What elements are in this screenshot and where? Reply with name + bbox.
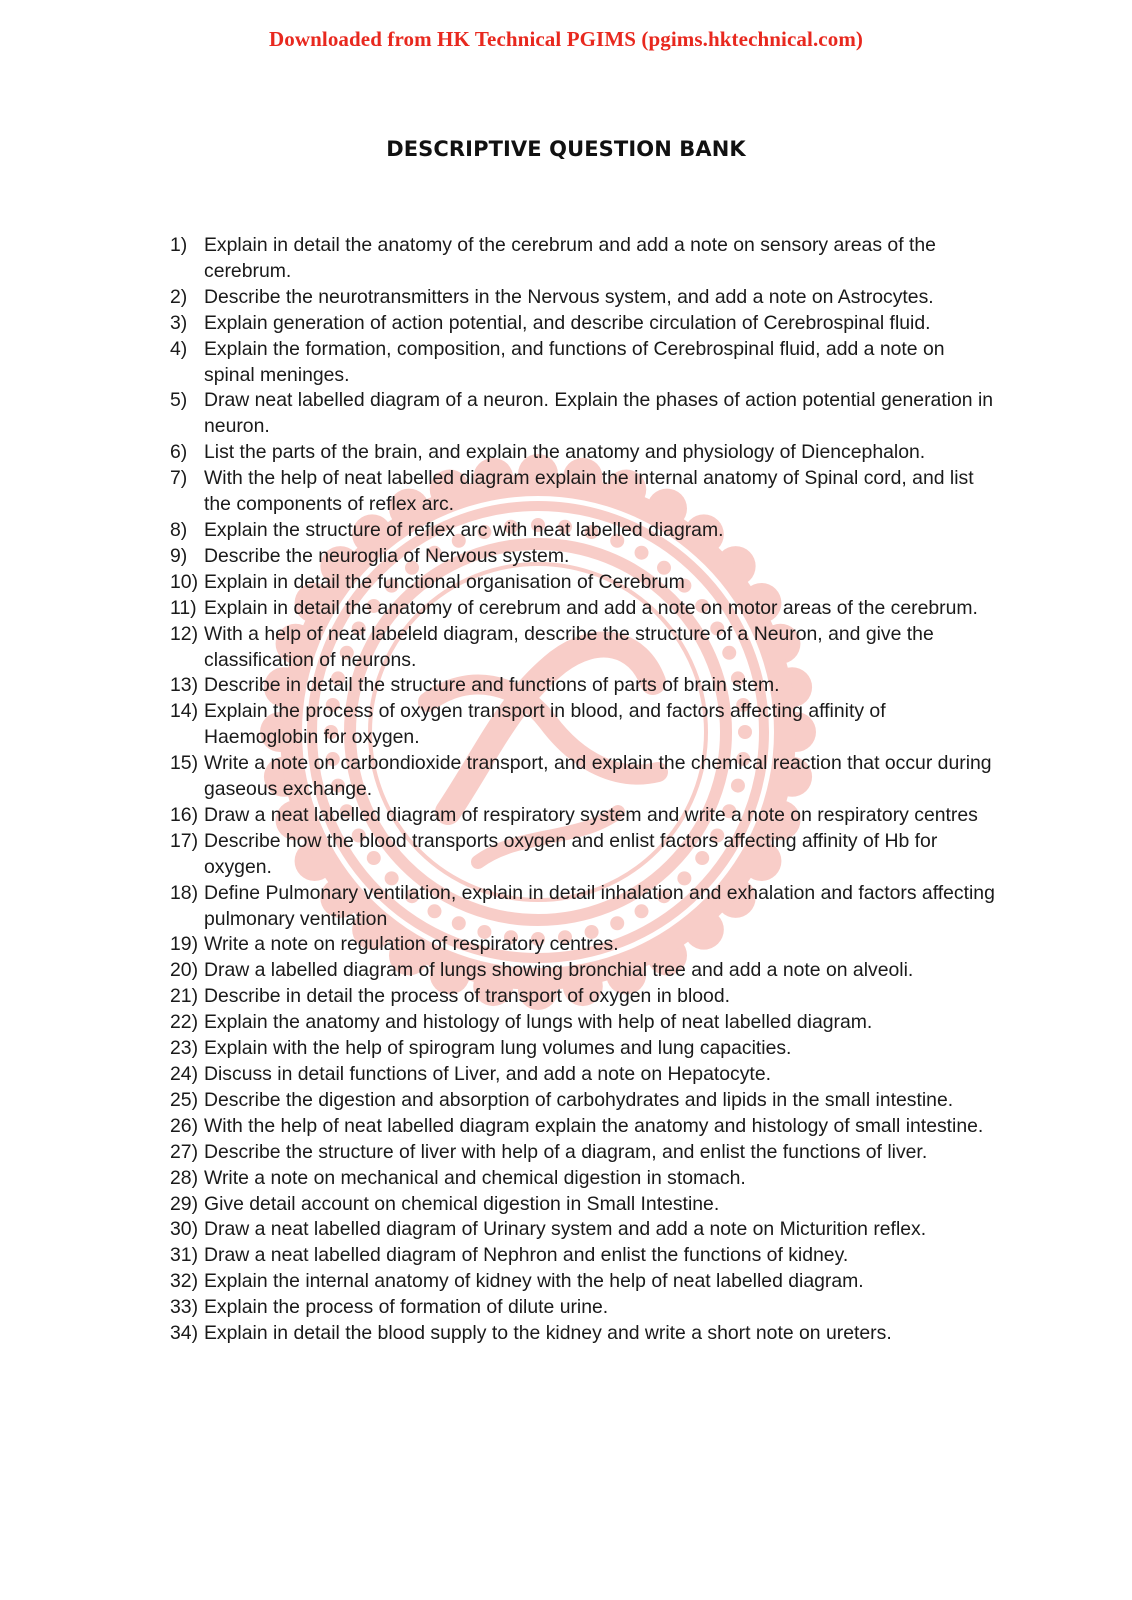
question-number: 26) <box>170 1114 199 1137</box>
question-item <box>170 958 1000 984</box>
question-number: 19) <box>170 933 199 956</box>
question-text: Write a note on regulation of respiratory centres. <box>204 933 619 956</box>
question-text: Explain the process of oxygen transport in blood, and factors affecting affinity of Haemoglobin for oxygen. <box>204 700 886 749</box>
question-text: Describe the structure of liver with help of a diagram, and enlist the functions of liver. <box>204 1140 928 1163</box>
question-text: With a help of neat labeleld diagram, describe the structure of a Neuron, and give the classification of neurons. <box>204 622 934 671</box>
question-text: Draw a labelled diagram of lungs showing bronchial tree and add a note on alveoli. <box>204 959 914 982</box>
question-number: 15) <box>170 752 199 775</box>
document-title: DESCRIPTIVE QUESTION BANK <box>386 137 746 161</box>
question-item <box>170 311 1000 337</box>
question-list <box>170 233 1000 1347</box>
question-item <box>170 932 1000 958</box>
question-item <box>170 1269 1000 1295</box>
question-number: 24) <box>170 1063 199 1085</box>
question-item <box>170 1010 1000 1036</box>
question-number: 1) <box>170 234 188 256</box>
question-number: 22) <box>170 1011 199 1034</box>
question-number: 5) <box>170 389 188 412</box>
question-number: 18) <box>170 881 199 904</box>
question-text: Explain the internal anatomy of kidney with the help of neat labelled diagram. <box>204 1270 864 1293</box>
question-text: Draw a neat labelled diagram of Urinary system and add a note on Micturition reflex. <box>204 1218 927 1241</box>
question-item <box>170 1114 1000 1140</box>
question-text: Explain in detail the anatomy of cerebrum and add a note on motor areas of the cerebrum. <box>204 596 978 619</box>
question-number: 16) <box>170 803 199 826</box>
question-number: 14) <box>170 700 199 723</box>
question-number: 3) <box>170 311 188 334</box>
question-item <box>170 803 1000 829</box>
question-item <box>170 673 1000 699</box>
question-item <box>170 1295 1000 1321</box>
question-item <box>170 829 1000 881</box>
question-item <box>170 751 1000 803</box>
question-text: Explain in detail the anatomy of the cerebrum and add a note on sensory areas of the cerebrum. <box>204 234 936 282</box>
question-item <box>170 699 1000 751</box>
question-item <box>170 570 1000 596</box>
question-number: 32) <box>170 1270 199 1293</box>
question-item <box>170 596 1000 622</box>
question-number: 31) <box>170 1244 199 1267</box>
question-number: 9) <box>170 544 188 567</box>
question-text: Write a note on mechanical and chemical digestion in stomach. <box>204 1166 746 1189</box>
question-text: Explain generation of action potential, and describe circulation of Cerebrospinal fluid. <box>204 311 931 334</box>
question-item <box>170 440 1000 466</box>
question-text: Discuss in detail functions of Liver, and add a note on Hepatocyte. <box>204 1063 771 1085</box>
question-text: Describe in detail the process of transport of oxygen in blood. <box>204 985 730 1008</box>
question-item <box>170 285 1000 311</box>
question-item <box>170 1088 1000 1114</box>
question-number: 8) <box>170 518 188 541</box>
question-item <box>170 337 1000 389</box>
question-text: With the help of neat labelled diagram explain the internal anatomy of Spinal cord, and list the components of reflex arc. <box>204 467 974 516</box>
question-number: 6) <box>170 441 188 464</box>
question-number: 11) <box>170 596 197 619</box>
question-text: List the parts of the brain, and explain the anatomy and physiology of Diencephalon. <box>204 441 926 464</box>
question-number: 28) <box>170 1166 199 1189</box>
question-number: 2) <box>170 285 188 308</box>
question-item <box>170 388 1000 440</box>
question-number: 29) <box>170 1192 199 1215</box>
question-text: Describe the digestion and absorption of carbohydrates and lipids in the small intestine. <box>204 1088 954 1111</box>
question-text: Explain in detail the functional organisation of Cerebrum <box>204 570 685 593</box>
question-item <box>170 1036 1000 1062</box>
question-text: Explain the process of formation of dilute urine. <box>204 1296 609 1319</box>
question-text: Describe the neuroglia of Nervous system. <box>204 544 570 567</box>
question-number: 7) <box>170 467 188 490</box>
question-number: 27) <box>170 1140 199 1163</box>
question-text: Explain the structure of reflex arc with neat labelled diagram. <box>204 518 724 541</box>
question-number: 4) <box>170 337 188 360</box>
question-number: 25) <box>170 1088 199 1111</box>
question-item <box>170 233 1000 285</box>
question-item <box>170 1321 1000 1347</box>
question-text: Explain in detail the blood supply to the kidney and write a short note on ureters. <box>204 1322 892 1345</box>
question-text: Define Pulmonary ventilation, explain in detail inhalation and exhalation and factors affecting pulmonary ventilation <box>204 881 995 930</box>
question-number: 20) <box>170 959 199 982</box>
question-text: Explain the anatomy and histology of lungs with help of neat labelled diagram. <box>204 1011 873 1034</box>
question-item <box>170 466 1000 518</box>
question-number: 13) <box>170 674 199 697</box>
question-number: 21) <box>170 985 199 1008</box>
question-text: Write a note on carbondioxide transport, and explain the chemical reaction that occur during gaseous exchange. <box>204 752 992 801</box>
question-item <box>170 1166 1000 1192</box>
question-item <box>170 984 1000 1010</box>
question-item <box>170 1192 1000 1218</box>
download-notice[interactable]: Downloaded from HK Technical PGIMS (pgims.hktechnical.com) <box>268 27 863 51</box>
question-item <box>170 622 1000 674</box>
question-number: 30) <box>170 1218 199 1241</box>
question-number: 23) <box>170 1037 199 1060</box>
question-number: 17) <box>170 829 199 852</box>
question-item <box>170 1243 1000 1269</box>
question-item <box>170 1140 1000 1166</box>
question-number: 10) <box>170 570 199 593</box>
question-text: Give detail account on chemical digestion in Small Intestine. <box>204 1192 720 1215</box>
question-text: Draw a neat labelled diagram of Nephron and enlist the functions of kidney. <box>204 1244 849 1267</box>
question-item <box>170 1217 1000 1243</box>
question-item <box>170 881 1000 933</box>
question-text: Describe how the blood transports oxygen and enlist factors affecting affinity of Hb for oxygen. <box>204 829 938 878</box>
question-text: Describe in detail the structure and functions of parts of brain stem. <box>204 674 780 697</box>
question-number: 12) <box>170 622 199 645</box>
question-text: Draw a neat labelled diagram of respiratory system and write a note on respiratory centres <box>204 803 978 826</box>
question-text: Draw neat labelled diagram of a neuron. Explain the phases of action potential generation in neuron. <box>204 389 994 438</box>
question-text: Explain the formation, composition, and functions of Cerebrospinal fluid, add a note on spinal meninges. <box>204 337 945 386</box>
question-number: 34) <box>170 1322 199 1345</box>
question-item <box>170 1062 1000 1088</box>
question-text: With the help of neat labelled diagram explain the anatomy and histology of small intestine. <box>204 1114 984 1137</box>
question-number: 33) <box>170 1296 199 1319</box>
question-item <box>170 518 1000 544</box>
question-item <box>170 544 1000 570</box>
question-text: Describe the neurotransmitters in the Nervous system, and add a note on Astrocytes. <box>204 285 934 308</box>
question-text: Explain with the help of spirogram lung volumes and lung capacities. <box>204 1037 792 1060</box>
